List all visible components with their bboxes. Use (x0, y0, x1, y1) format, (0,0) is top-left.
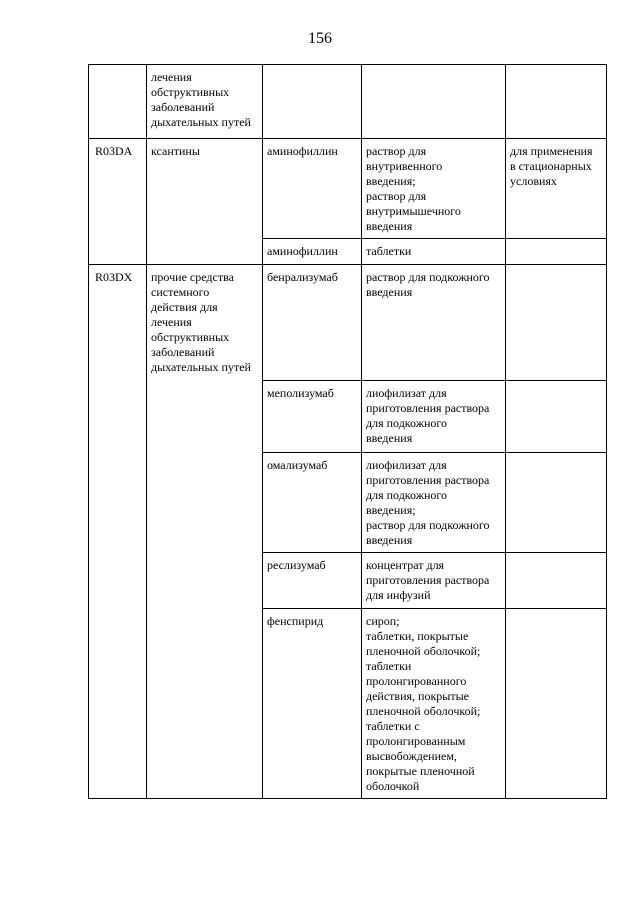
drug-name-cell: бенрализумаб (263, 265, 362, 381)
dosage-form-cell: таблетки (362, 239, 506, 265)
note-cell (506, 453, 607, 553)
table-row (89, 65, 607, 139)
drug-name-cell: реслизумаб (263, 553, 362, 609)
page-number: 156 (308, 30, 332, 47)
note-cell (506, 239, 607, 265)
atc-code-cell: R03DA (89, 139, 147, 265)
note-cell (506, 381, 607, 453)
dosage-form-cell: концентрат для приготовления раствора для инфузий (362, 553, 506, 609)
group-cell: лечения обструктивных заболеваний дыхательных путей (147, 65, 263, 139)
drug-table (88, 64, 607, 799)
note-cell: для применения в стационарных условиях (506, 139, 607, 239)
note-cell (506, 65, 607, 139)
dosage-form-cell: раствор для подкожного введения (362, 265, 506, 381)
note-cell (506, 265, 607, 381)
table-row (89, 265, 607, 381)
table-row (89, 139, 607, 239)
dosage-form-cell: сироп; таблетки, покрытые пленочной оболочкой; таблетки пролонгированного действия, покрытые пленочной оболочкой; таблетки с пролонгированным высвобождением, покрытые пленочной оболочкой (362, 609, 506, 799)
note-cell (506, 609, 607, 799)
dosage-form-cell: раствор для внутривенного введения; раствор для внутримышечного введения (362, 139, 506, 239)
dosage-form-cell (362, 65, 506, 139)
atc-code-cell (89, 65, 147, 139)
drug-name-cell: омализумаб (263, 453, 362, 553)
drug-name-cell: аминофиллин (263, 139, 362, 239)
dosage-form-cell: лиофилизат для приготовления раствора для подкожного введения (362, 381, 506, 453)
group-cell: ксантины (147, 139, 263, 265)
drug-name-cell: меполизумаб (263, 381, 362, 453)
drug-name-cell: аминофиллин (263, 239, 362, 265)
drug-name-cell: фенспирид (263, 609, 362, 799)
drug-name-cell (263, 65, 362, 139)
dosage-form-cell: лиофилизат для приготовления раствора для подкожного введения; раствор для подкожного введения (362, 453, 506, 553)
note-cell (506, 553, 607, 609)
atc-code-cell: R03DX (89, 265, 147, 799)
group-cell: прочие средства системного действия для лечения обструктивных заболеваний дыхательных путей (147, 265, 263, 799)
